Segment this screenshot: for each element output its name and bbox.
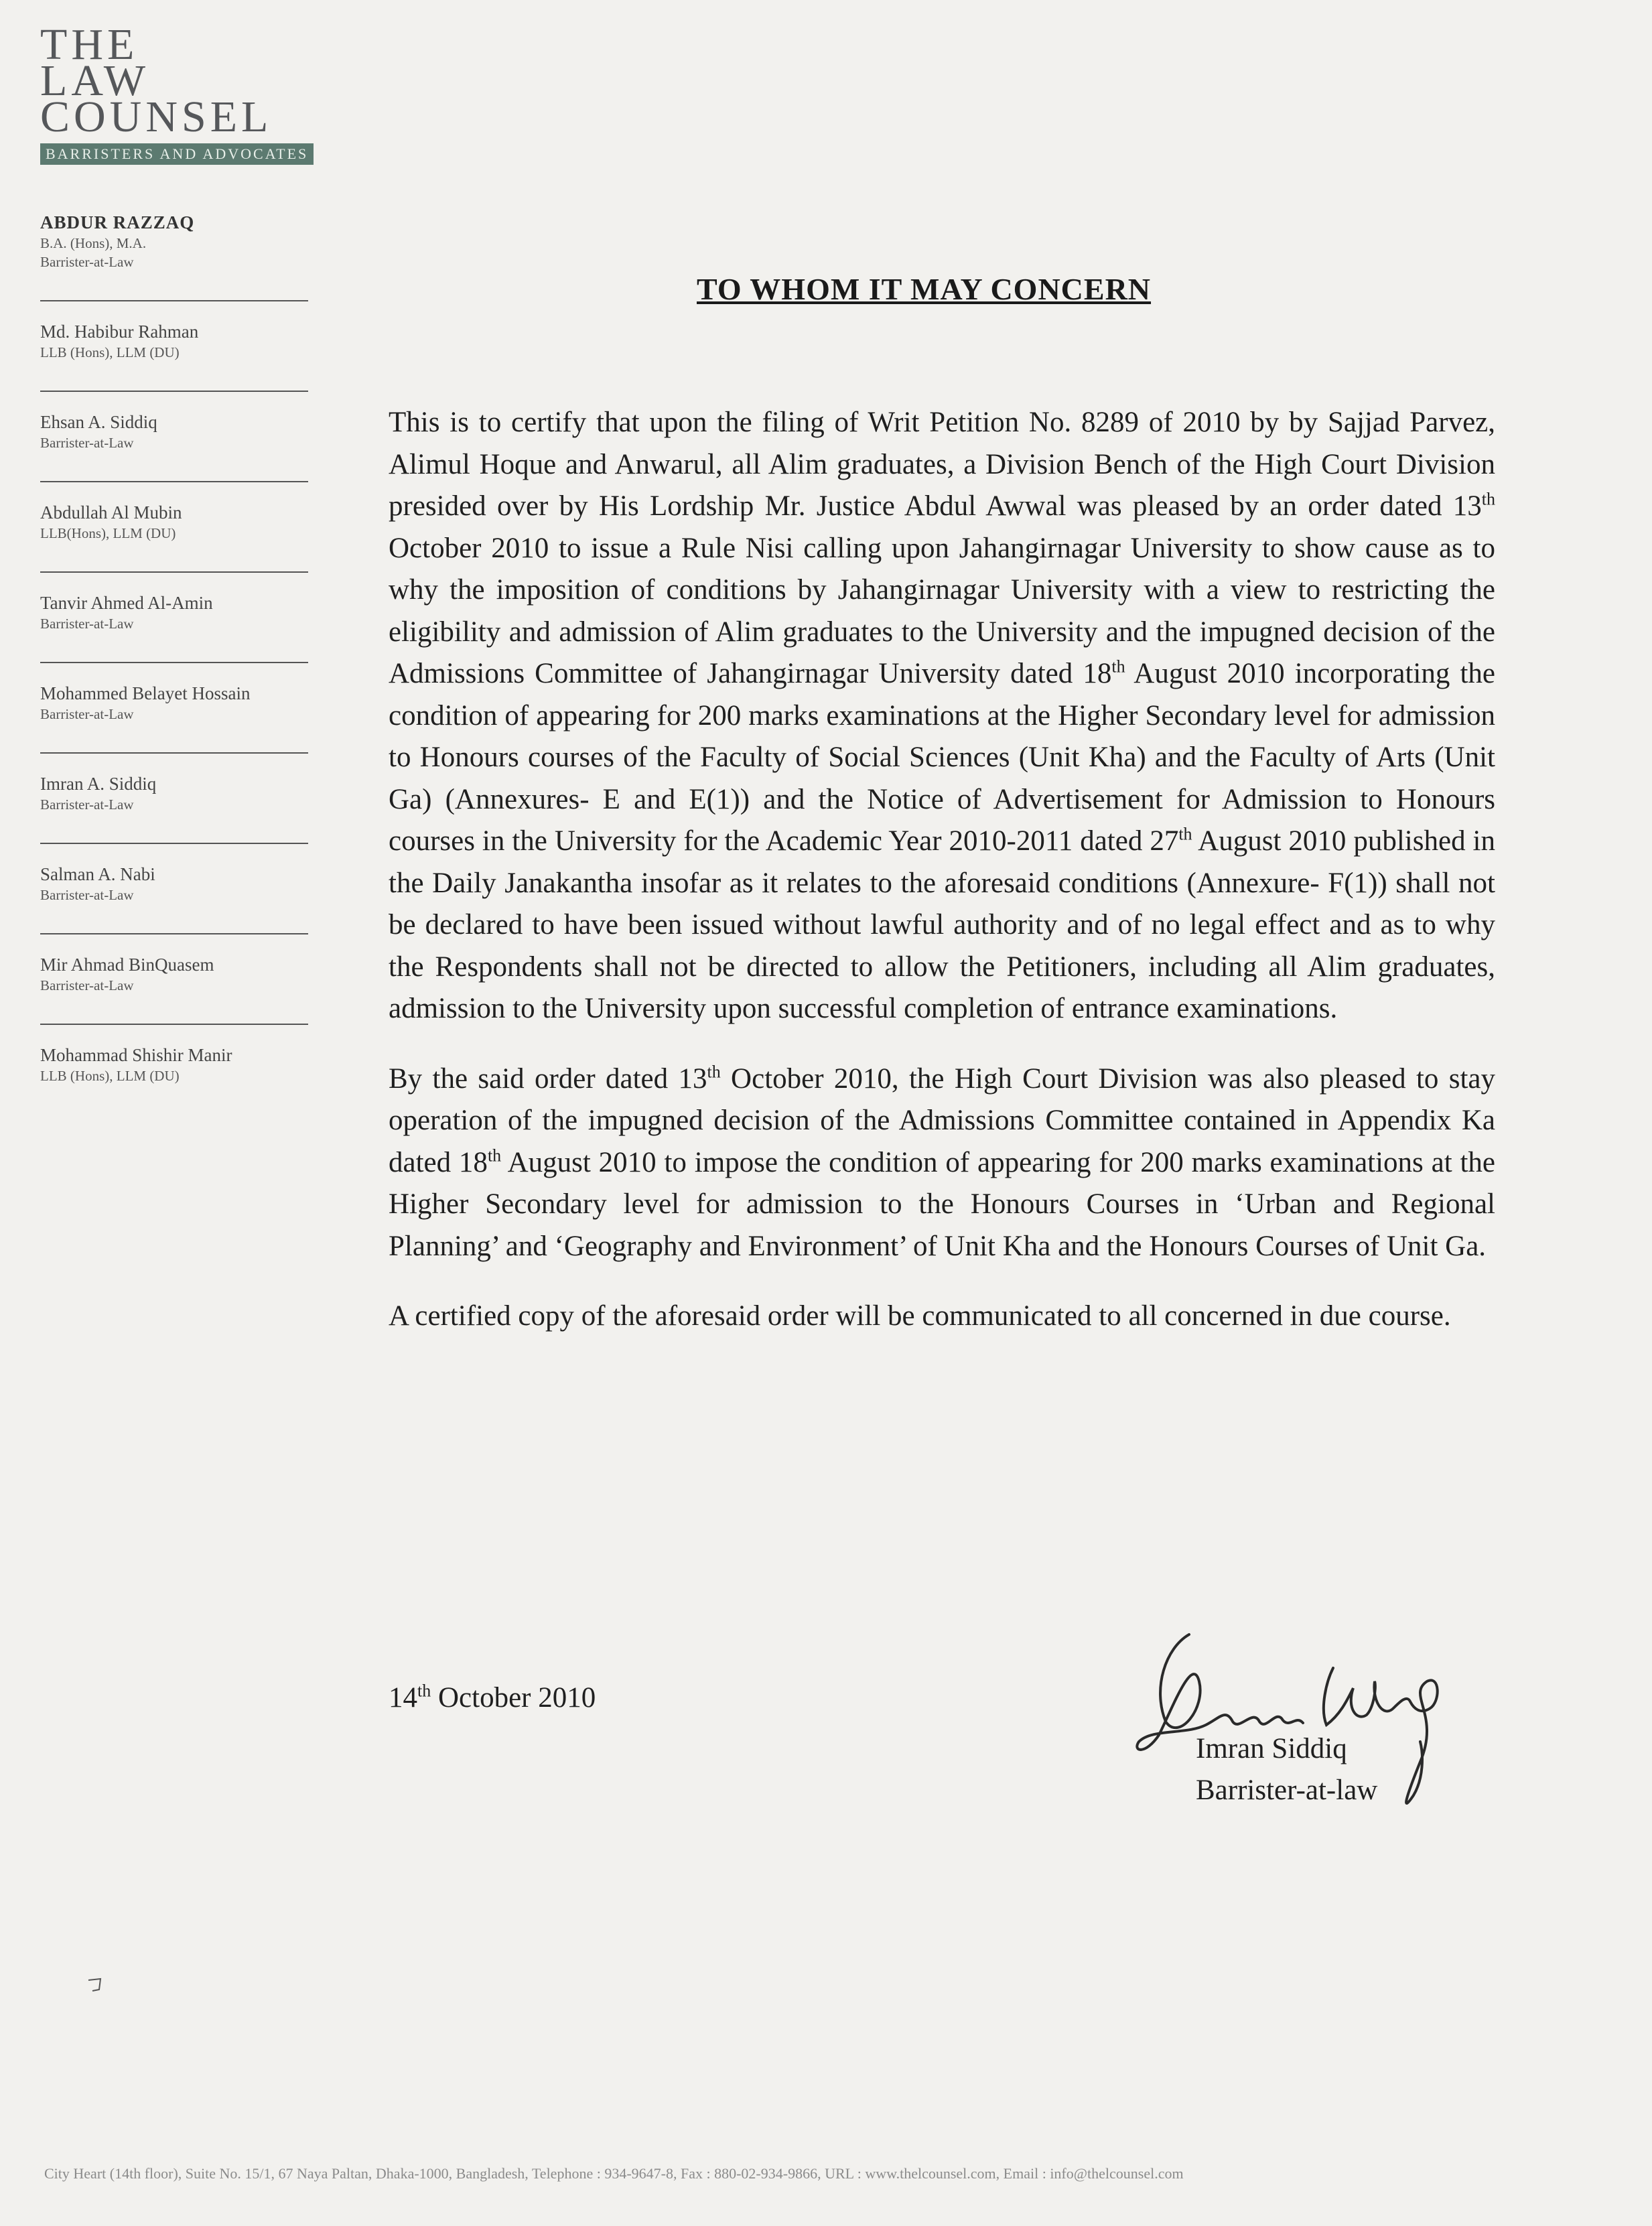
member-item (40, 934, 308, 1025)
letter-date: 14th October 2010 (389, 1681, 596, 1714)
member-item (40, 482, 308, 573)
member-name: Ehsan A. Siddiq (40, 412, 157, 432)
member-credential: Barrister-at-Law (40, 887, 134, 903)
member-credential: Barrister-at-Law (40, 796, 134, 813)
member-credential: Barrister-at-Law (40, 706, 134, 722)
paragraph-certified-copy: A certified copy of the aforesaid order will be communicated to all concerned in due course. (389, 1300, 1451, 1332)
member-item (40, 844, 308, 934)
footer-address: City Heart (14th floor), Suite No. 15/1, 67 Naya Paltan, Dhaka-1000, Bangladesh, Telephone : 934-9647-8, Fax : 880-02-934-9866, URL : www.thelcounsel.com, Email : info@thelcounsel.com (44, 2165, 1184, 2182)
member-name: Mohammad Shishir Manir (40, 1045, 232, 1065)
member-name: Imran A. Siddiq (40, 774, 157, 794)
member-credential: Barrister-at-Law (40, 977, 134, 993)
logo-tagline: BARRISTERS AND ADVOCATES (40, 143, 314, 165)
member-name: Md. Habibur Rahman (40, 322, 199, 342)
member-credential: B.A. (Hons), M.A. (40, 235, 147, 251)
member-name: Tanvir Ahmed Al-Amin (40, 593, 213, 613)
scan-mark-icon (86, 1975, 106, 1995)
member-list (40, 211, 308, 1115)
member-credential: LLB(Hons), LLM (DU) (40, 525, 176, 541)
member-item (40, 573, 308, 663)
logo-line-the: THE (40, 20, 139, 69)
member-credential: LLB (Hons), LLM (DU) (40, 344, 180, 360)
member-item (40, 1025, 308, 1115)
member-item (40, 754, 308, 844)
member-name: Abdullah Al Mubin (40, 502, 182, 523)
signatory-title: Barrister-at-law (1196, 1775, 1378, 1806)
member-item (40, 301, 308, 392)
letter-body (389, 402, 1495, 1366)
logo-line-law: LAW (40, 56, 149, 105)
signatory-block (1196, 1728, 1377, 1811)
member-name: ABDUR RAZZAQ (40, 212, 195, 232)
member-name: Mir Ahmad BinQuasem (40, 955, 214, 975)
member-item (40, 211, 308, 301)
paragraph-stay-order: By the said order dated 13th October 2010, the High Court Division was also pleased to stay operation of the impugned decision of the Admissions Committee contained in Appendix Ka dated 18th August 2010 to impose the condition of appearing for 200 marks examinations at the Higher Secondary level for admission to the Honours Courses in ‘Urban and Regional Planning’ and ‘Geography and Environment’ of Unit Kha and the Honours Courses of Unit Ga. (389, 1062, 1495, 1262)
member-name: Salman A. Nabi (40, 864, 155, 884)
member-credential: Barrister-at-Law (40, 616, 134, 632)
logo-line-counsel: COUNSEL (40, 92, 273, 141)
member-name: Mohammed Belayet Hossain (40, 683, 251, 703)
member-credential: Barrister-at-Law (40, 254, 134, 270)
paragraph-certification: This is to certify that upon the filing of Writ Petition No. 8289 of 2010 by by Sajjad Parvez, Alimul Hoque and Anwarul, all Alim graduates, a Division Bench of the High Court Division presided over by His Lordship Mr. Justice Abdul Awwal was pleased by an order dated 13th October 2010 to issue a Rule Nisi calling upon Jahangirnagar University to show cause as to why the imposition of conditions by Jahangirnagar University with a view to restricting the eligibility and admission of Alim graduates to the University and the impugned decision of the Admissions Committee of Jahangirnagar University dated 18th August 2010 incorporating the condition of appearing for 200 marks examinations at the Higher Secondary level for admission to Honours courses of the Faculty of Social Sciences (Unit Kha) and the Faculty of Arts (Unit Ga) (Annexures- E and E(1)) and the Notice of Advertisement for Admission to Honours courses in the University for the Academic Year 2010-2011 dated 27th August 2010 published in the Daily Janakantha insofar as it relates to the aforesaid conditions (Annexure- F(1)) shall not be declared to have been issued without lawful authority and of no legal effect and as to why the Respondents shall not be directed to allow the Petitioners, including all Alim graduates, admission to the University upon successful completion of entrance examinations. (389, 407, 1495, 1024)
firm-logo (40, 20, 315, 165)
signatory-name: Imran Siddiq (1196, 1733, 1347, 1764)
member-item (40, 392, 308, 482)
member-credential: Barrister-at-Law (40, 435, 134, 451)
member-item (40, 663, 308, 754)
letter-heading: TO WHOM IT MAY CONCERN (697, 272, 1152, 306)
member-credential: LLB (Hons), LLM (DU) (40, 1068, 180, 1084)
